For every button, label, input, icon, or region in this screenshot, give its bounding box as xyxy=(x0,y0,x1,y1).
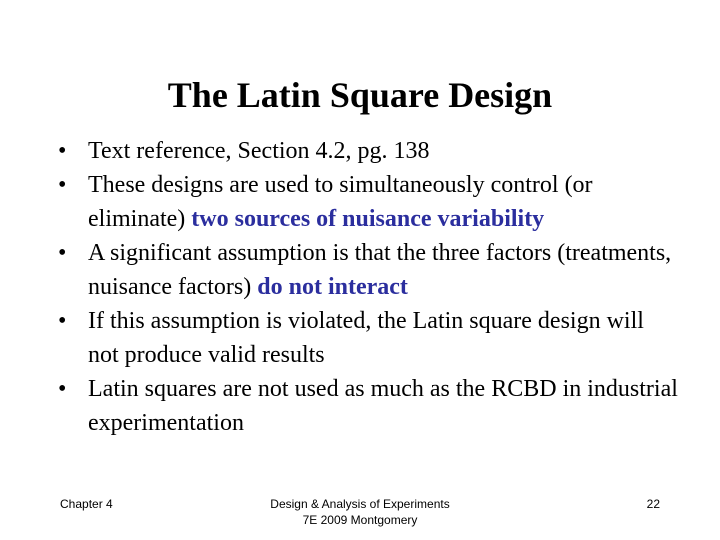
bullet-text: Latin squares are not used as much as the RCBD in industrial experimentation xyxy=(88,376,678,436)
slide-title: The Latin Square Design xyxy=(167,75,553,115)
footer-source-line2: 7E 2009 Montgomery xyxy=(302,513,418,527)
bullet-item xyxy=(58,372,678,440)
bullet-icon: • xyxy=(58,308,67,334)
bullet-text: These designs are used to simultaneously control (or eliminate) xyxy=(88,172,593,232)
bullet-icon: • xyxy=(58,376,67,402)
bullet-text: Text reference, Section 4.2, pg. 138 xyxy=(88,138,430,164)
bullet-item xyxy=(58,304,678,372)
bullet-item xyxy=(58,168,678,236)
bullet-list xyxy=(58,134,678,440)
bullet-item xyxy=(58,134,678,168)
bullet-icon: • xyxy=(58,172,67,198)
bullet-highlight: do not interact xyxy=(257,274,408,300)
bullet-icon: • xyxy=(58,138,67,164)
bullet-icon: • xyxy=(58,240,67,266)
bullet-item xyxy=(58,236,678,304)
bullet-text: If this assumption is violated, the Latin square design will not produce valid results xyxy=(88,308,644,368)
footer-chapter: Chapter 4 xyxy=(60,497,113,511)
bullet-highlight: two sources of nuisance variability xyxy=(191,206,545,232)
bullet-text: A significant assumption is that the three factors (treatments, nuisance factors) xyxy=(88,240,672,300)
footer-page-number: 22 xyxy=(646,497,660,511)
footer-source xyxy=(230,496,490,528)
footer-source-line1: Design & Analysis of Experiments xyxy=(270,497,450,511)
